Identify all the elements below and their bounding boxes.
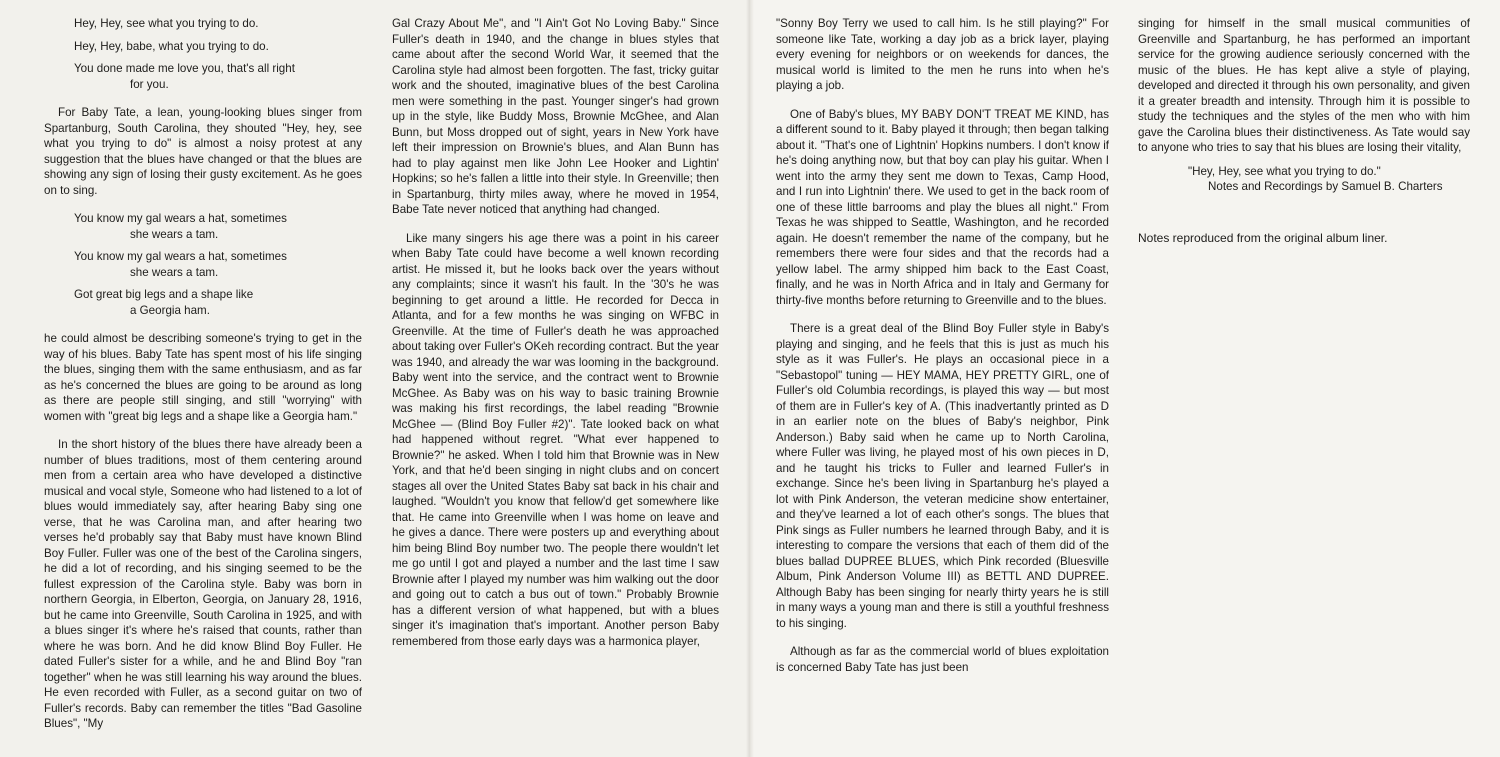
reproduction-note: Notes reproduced from the original album liner.: [1138, 230, 1388, 245]
song-verse-1: [44, 16, 362, 92]
paragraph: Like many singers his age there was a point in his career when Baby Tate could have become a well known recording artist. He missed it, but he looks back over the years without any complaints; since it wasn't his fault. In the '30's he was beginning to get around a little. He recorded for Decca in Atlanta, and for a few months he was singing on WFBC in Greenville. At the time of Fuller's death he was approached about taking over Fuller's OKeh recording contract. But the year was 1940, and already the war was looming in the background. Baby went into the service, and the contract went to Brownie McGhee. As Baby was on his way to basic training Brownie was making his first recordings, the label reading "Brownie McGhee — (Blind Boy Fuller #2)". Tate looked back on what had happened without regret. "What ever happened to Brownie?" he asked. When I told him that Brownie was in New York, and that he'd been singing in night clubs and on concert stages all over the United States Baby sat back in his chair and laughed. "Wouldn't you know that fellow'd get somewhere like that. He came into Greenville when I was home on leave and he gives a dance. There were posters up and everything about him being Blind Boy number two. The people there wouldn't let me go until I got and played a number and the last time I saw Brownie after I played my number was him walking out the door and going out to catch a bus out of town." Probably Brownie has a different version of what happened, but with a blues singer it's imagination that's important. Another person Baby remembered from those early days was a harmonica player,: [392, 231, 720, 648]
verse-line: You know my gal wears a hat, sometimes: [74, 212, 287, 225]
verse-line-continued: for you.: [130, 77, 169, 91]
text-column-3: [776, 16, 1109, 688]
verse-line-continued: a Georgia ham.: [130, 303, 210, 317]
verse-line: Got great big legs and a shape like: [74, 288, 254, 301]
verse-line: You know my gal wears a hat, sometimes: [74, 250, 287, 263]
paragraph: In the short history of the blues there have already been a number of blues traditions, most of them centering around men from a certain area who have developed a distinctive musical and vocal style, Someone who had listened to a lot of blues would immediately say, after hearing Baby sing one verse, that he was Carolina man, and after hearing two verses he'd probably say that Baby must have known Blind Boy Fuller. Fuller was one of the best of the Carolina singers, he did a lot of recording, and his singing seemed to be the fullest expression of the Carolina style. Baby was born in northern Georgia, in Elberton, Georgia, on January 28, 1916, but he came into Greenville, South Carolina in 1925, and with a blues singer it's where he's raised that counts, rather than where he was born. And he did know Blind Boy Fuller. He dated Fuller's sister for a while, and he and Blind Boy "ran together" when he was still learning his way around the blues. He even recorded with Fuller, as a second guitar on two of Fuller's records. Baby can remember the titles "Bad Gasoline Blues", "My: [44, 438, 362, 730]
song-verse-2: [44, 211, 362, 318]
paragraph: There is a great deal of the Blind Boy Fuller style in Baby's playing and singing, and he feels that this is just as much his style as it was Fuller's. He plays an occasional piece in a "Sebastopol" tuning — HEY MAMA, HEY PRETTY GIRL, one of Fuller's old Columbia recordings, is played this way — but most of them are in Fuller's key of A. (This inadvertantly printed as D in an earlier note on the blues of Baby's neighbor, Pink Anderson.) Baby said when he came up to North Carolina, where Fuller was living, he played most of his own pieces in D, and he taught his tricks to Fuller and learned Fuller's in exchange. Since he's been living in Spartanburg he's played a lot with Pink Anderson, the veteran medicine show entertainer, and they've learned a lot of each other's songs. The blues that Pink sings as Fuller numbers he learned through Baby, and it is interesting to compare the versions that each of them did of the blues ballad DUPREE BLUES, which Pink recorded (Bluesville Album, Pink Anderson Volume III) as BETTL AND DUPREE. Although Baby has been singing for nearly thirty years he is still in many ways a young man and there is still a youthful freshness to his singing.: [776, 322, 1109, 630]
verse-line: You done made me love you, that's all right: [74, 62, 295, 75]
paragraph: "Sonny Boy Terry we used to call him. Is he still playing?" For someone like Tate, working a day job as a brick layer, playing every evening for neighbors or on weekends for dances, the musical world is limited to the men he runs into when he's playing a job.: [776, 17, 1109, 92]
text-column-4: [1138, 16, 1470, 246]
page-gutter: [746, 0, 754, 757]
text-column-2: [392, 16, 719, 662]
paragraph: Gal Crazy About Me", and "I Ain't Got No Loving Baby." Since Fuller's death in 1940, and the change in blues styles that came about after the second World War, it seemed that the Carolina style had almost been forgotten. The fast, tricky guitar work and the shouted, imaginative blues of the best Carolina men were something in the past. Younger singer's had grown up in the style, like Buddy Moss, Brownie McGhee, and Alan Bunn, but Moss dropped out of sight, years in New York have left their impression on Brownie's blues, and Alan Bunn has had to play against men like John Lee Hooker and Lightin' Hopkins; so he's fallen a little into their style. In Greenville; then in Spartanburg, thirty miles away, where he moved in 1954, Babe Tate never noticed that anything had changed.: [392, 17, 719, 216]
verse-line-continued: she wears a tam.: [130, 265, 219, 279]
paragraph: Although as far as the commercial world of blues exploitation is concerned Baby Tate has just been: [776, 645, 1109, 674]
author-credit: Notes and Recordings by Samuel B. Charters: [1208, 180, 1443, 193]
closing-quote: "Hey, Hey, see what you trying to do.": [1188, 164, 1381, 178]
verse-line: Hey, Hey, see what you trying to do.: [74, 17, 259, 30]
paragraph: he could almost be describing someone's trying to get in the way of his blues. Baby Tate has spent most of his life singing the blues, singing them with the same enthusiasm, and as far as he's concerned the blues are going to be around as long as there are people still singing, and still "worrying" with women with "great big legs and a shape like a Georgia ham.": [44, 332, 362, 423]
paragraph: For Baby Tate, a lean, young-looking blues singer from Spartanburg, South Carolina, they shouted "Hey, hey, see what you trying to do" is almost a noisy protest at any suggestion that the blues have changed or that the blues are showing any sign of losing their gusty excitement. As he goes on to sing.: [44, 106, 362, 197]
paragraph: One of Baby's blues, MY BABY DON'T TREAT ME KIND, has a different sound to it. Baby played it through; then began talking about it. "That's one of Lightnin' Hopkins numbers. I don't know if he's doing anything now, but that boy can play his guitar. When I went into the army they sent me down to Texas, Camp Hood, and I run into Lightnin' there. We used to get in the back room of one of these little barrooms and play the blues all night." From Texas he was shipped to Seattle, Washington, and he recorded again. He doesn't remember the name of the company, but he remembers there were four sides and that the records had a yellow label. The army shipped him back to the East Coast, finally, and he was in North Africa and in Italy and Germany for thirty-five months before returning to Greenville and to the blues.: [776, 107, 1109, 307]
text-column-1: [44, 16, 362, 745]
paragraph: singing for himself in the small musical communities of Greenville and Spartanburg, he has performed an important service for the growing audience seriously concerned with the music of the blues. He has kept alive a style of playing, developed and directed it through his own personality, and given it a greater breadth and intensity. Through him it is possible to study the techniques and the styles of the men who with him gave the Carolina blues their distinctiveness. As Tate would say to anyone who tries to say that his blues are losing their vitality,: [1138, 17, 1470, 154]
verse-line: Hey, Hey, babe, what you trying to do.: [74, 39, 269, 53]
verse-line-continued: she wears a tam.: [130, 227, 219, 241]
